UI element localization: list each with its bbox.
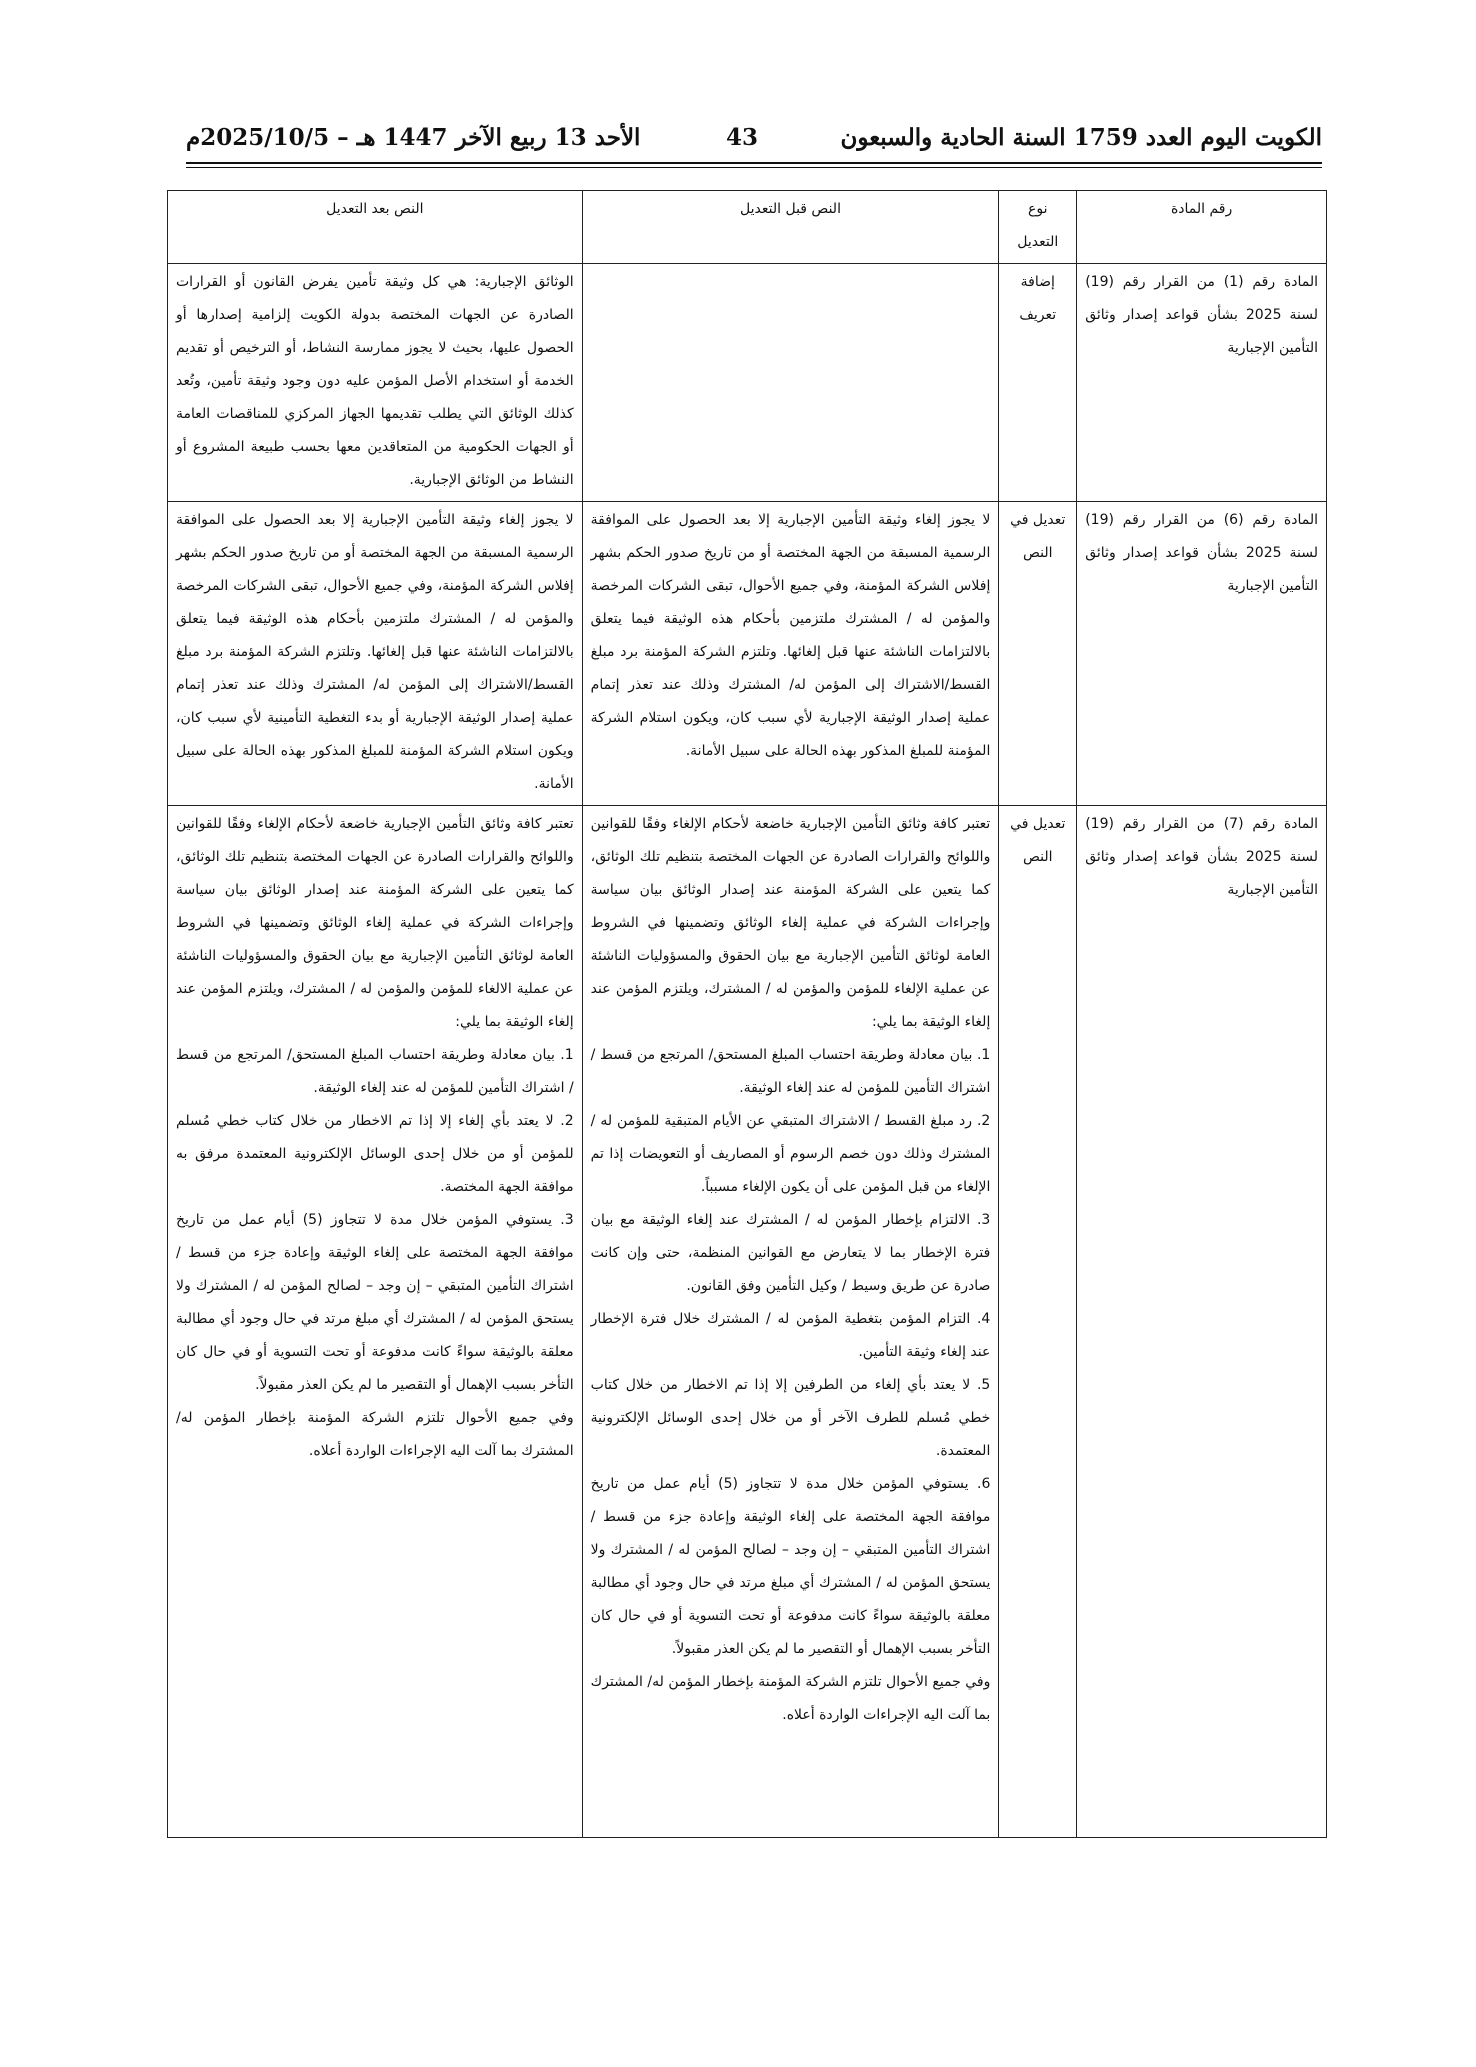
column-header-type: نوع التعديل <box>999 191 1077 264</box>
page-header <box>186 118 1322 162</box>
header-divider <box>186 162 1322 164</box>
issue-date: الأحد 13 ربيع الآخر 1447 هـ – 2025/10/5م <box>186 124 641 151</box>
after-cell <box>168 264 583 502</box>
article-cell <box>1077 502 1327 806</box>
after-text: الوثائق الإجبارية: هي كل وثيقة تأمين يفرض القانون أو القرارات الصادرة عن الجهات المختصة بدولة الكويت إلزامية إصدارها أو الحصول عليها، بحيث لا يجوز ممارسة النشاط، أو الترخيص أو تقديم الخدمة أو استخدام الأصل المؤمن عليه دون وجود وثيقة تأمين، وتُعد كذلك الوثائق التي يطلب تقديمها الجهاز المركزي للمناقصات العامة أو الجهات الحكومية من المتعاقدين معها بحسب طبيعة المشروع أو النشاط من الوثائق الإجبارية. <box>176 274 574 488</box>
type-text: تعديل في النص <box>1010 816 1066 865</box>
after-cell <box>168 806 583 1838</box>
type-text: تعديل في النص <box>1010 512 1066 561</box>
article-text: المادة رقم (1) من القرار رقم (19) لسنة 2025 بشأن قواعد إصدار وثائق التأمين الإجبارية <box>1085 274 1319 356</box>
type-cell <box>999 806 1077 1838</box>
before-cell <box>582 806 999 1838</box>
article-text: المادة رقم (7) من القرار رقم (19) لسنة 2025 بشأن قواعد إصدار وثائق التأمين الإجبارية <box>1085 816 1319 898</box>
column-header-article: رقم المادة <box>1077 191 1327 264</box>
table-row <box>168 502 1327 806</box>
type-text: إضافة تعريف <box>1019 274 1057 323</box>
before-cell <box>582 264 999 502</box>
column-header-after: النص بعد التعديل <box>168 191 583 264</box>
after-cell <box>168 502 583 806</box>
after-text: لا يجوز إلغاء وثيقة التأمين الإجبارية إلا بعد الحصول على الموافقة الرسمية المسبقة من الجهة المختصة أو من تاريخ صدور الحكم بشهر إفلاس الشركة المؤمنة، وفي جميع الأحوال، تبقى الشركات المرخصة والمؤمن له / المشترك ملتزمين بأحكام هذه الوثيقة فيما يتعلق بالالتزامات الناشئة عنها قبل إلغائها. وتلتزم الشركة المؤمنة برد مبلغ القسط/الاشتراك إلى المؤمن له/ المشترك وذلك عند تعذر إتمام عملية إصدار الوثيقة الإجبارية أو بدء التغطية التأمينية لأي سبب كان، ويكون استلام الشركة المؤمنة للمبلغ المذكور بهذه الحالة على سبيل الأمانة. <box>176 512 574 792</box>
type-cell <box>999 264 1077 502</box>
amendments-table <box>167 190 1327 1838</box>
page-number: 43 <box>726 124 759 151</box>
article-text: المادة رقم (6) من القرار رقم (19) لسنة 2025 بشأن قواعد إصدار وثائق التأمين الإجبارية <box>1085 512 1319 594</box>
table-row <box>168 264 1327 502</box>
column-header-before: النص قبل التعديل <box>582 191 999 264</box>
article-cell <box>1077 264 1327 502</box>
type-cell <box>999 502 1077 806</box>
before-cell <box>582 502 999 806</box>
article-cell <box>1077 806 1327 1838</box>
after-text: تعتبر كافة وثائق التأمين الإجبارية خاضعة لأحكام الإلغاء وفقًا للقوانين واللوائح والقرارات الصادرة عن الجهات المختصة بتنظيم تلك الوثائق، كما يتعين على الشركة المؤمنة عند إصدار الوثائق بيان سياسة وإجراءات الشركة في عملية إلغاء الوثائق وتضمينها في الشروط العامة لوثائق التأمين الإجبارية مع بيان الحقوق والمسؤوليات الناشئة عن عملية الالغاء للمؤمن والمؤمن له / المشترك، ويلتزم المؤمن عند إلغاء الوثيقة بما يلي: 1. بيان معادلة وطريقة احتساب المبلغ المستحق/ المرتجع من قسط / اشتراك التأمين للمؤمن له عند إلغاء الوثيقة. 2. لا يعتد بأي إلغاء إلا إذا تم الاخطار من خلال كتاب خطي مُسلم للمؤمن أو من خلال إحدى الوسائل الإلكترونية المعتمدة مرفق به موافقة الجهة المختصة. 3. يستوفي المؤمن خلال مدة لا تتجاوز (5) أيام عمل من تاريخ موافقة الجهة المختصة على إلغاء الوثيقة وإعادة جزء من قسط / اشتراك التأمين المتبقي – إن وجد – لصالح المؤمن له / المشترك ولا يستحق المؤمن له / المشترك أي مبلغ مرتد في حال وجود أي مطالبة معلقة بالوثيقة سواءً كانت مدفوعة أو تحت التسوية أو في حال كان التأخر بسبب الإهمال أو التقصير ما لم يكن العذر مقبولاً. وفي جميع الأحوال تلتزم الشركة المؤمنة بإخطار المؤمن له/ المشترك بما آلت اليه الإجراءات الواردة أعلاه. <box>176 816 574 1459</box>
before-text: لا يجوز إلغاء وثيقة التأمين الإجبارية إلا بعد الحصول على الموافقة الرسمية المسبقة من الجهة المختصة أو من تاريخ صدور الحكم بشهر إفلاس الشركة المؤمنة، وفي جميع الأحوال، تبقى الشركات المرخصة والمؤمن له / المشترك ملتزمين بأحكام هذه الوثيقة فيما يتعلق بالالتزامات الناشئة عنها قبل إلغائها. وتلتزم الشركة المؤمنة برد مبلغ القسط/الاشتراك إلى المؤمن له/ المشترك وذلك عند تعذر إتمام عملية إصدار الوثيقة الإجبارية لأي سبب كان، ويكون استلام الشركة المؤمنة للمبلغ المذكور بهذه الحالة على سبيل الأمانة. <box>590 512 991 759</box>
table-header-row <box>168 191 1327 264</box>
header-divider-thin <box>186 167 1322 168</box>
publication-title: الكويت اليوم العدد 1759 السنة الحادية والسبعون <box>840 124 1322 151</box>
table-row <box>168 806 1327 1838</box>
before-text: تعتبر كافة وثائق التأمين الإجبارية خاضعة لأحكام الإلغاء وفقًا للقوانين واللوائح والقرارات الصادرة عن الجهات المختصة بتنظيم تلك الوثائق، كما يتعين على الشركة المؤمنة عند إصدار الوثائق بيان سياسة وإجراءات الشركة في عملية إلغاء الوثائق وتضمينها في الشروط العامة لوثائق التأمين الإجبارية مع بيان الحقوق والمسؤوليات الناشئة عن عملية الإلغاء للمؤمن والمؤمن له / المشترك، ويلتزم المؤمن عند إلغاء الوثيقة بما يلي: 1. بيان معادلة وطريقة احتساب المبلغ المستحق/ المرتجع من قسط / اشتراك التأمين للمؤمن له عند إلغاء الوثيقة. 2. رد مبلغ القسط / الاشتراك المتبقي عن الأيام المتبقية للمؤمن له / المشترك وذلك دون خصم الرسوم أو المصاريف أو التعويضات إذا تم الإلغاء من قبل المؤمن على أن يكون الإلغاء مسبباً. 3. الالتزام بإخطار المؤمن له / المشترك عند إلغاء الوثيقة مع بيان فترة الإخطار بما لا يتعارض مع القوانين المنظمة، حتى وإن كانت صادرة عن طريق وسيط / وكيل التأمين وفق القانون. 4. التزام المؤمن بتغطية المؤمن له / المشترك خلال فترة الإخطار عند إلغاء وثيقة التأمين. 5. لا يعتد بأي إلغاء من الطرفين إلا إذا تم الاخطار من خلال كتاب خطي مُسلم للطرف الآخر أو من خلال إحدى الوسائل الإلكترونية المعتمدة. 6. يستوفي المؤمن خلال مدة لا تتجاوز (5) أيام عمل من تاريخ موافقة الجهة المختصة على إلغاء الوثيقة وإعادة جزء من قسط / اشتراك التأمين المتبقي – إن وجد – لصالح المؤمن له / المشترك ولا يستحق المؤمن له / المشترك أي مبلغ مرتد في حال وجود أي مطالبة معلقة بالوثيقة سواءً كانت مدفوعة أو تحت التسوية أو في حال كان التأخر بسبب الإهمال أو التقصير ما لم يكن العذر مقبولاً. وفي جميع الأحوال تلتزم الشركة المؤمنة بإخطار المؤمن له/ المشترك بما آلت اليه الإجراءات الواردة أعلاه. <box>590 816 991 1723</box>
